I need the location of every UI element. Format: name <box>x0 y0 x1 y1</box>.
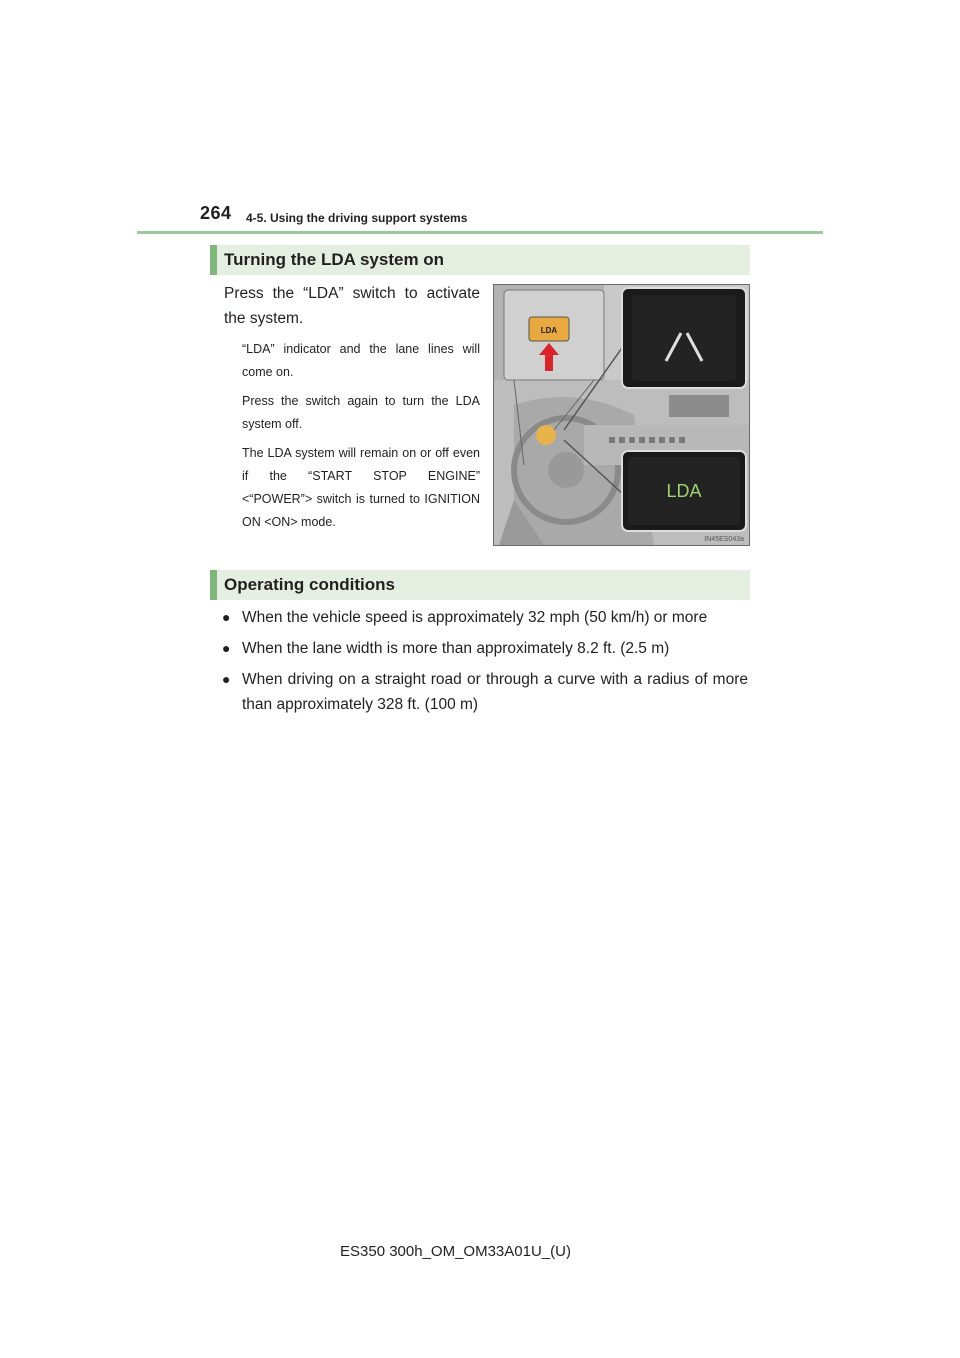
header-divider <box>137 231 823 234</box>
notes-list <box>242 338 480 540</box>
condition-lane-width: When the lane width is more than approximately 8.2 ft. (2.5 m) <box>242 640 670 657</box>
note-indicator: “LDA” indicator and the lane lines will come on. <box>242 342 480 379</box>
switch-label: LDA <box>540 326 558 335</box>
bullet-icon: ● <box>222 671 231 687</box>
condition-curve-radius: When driving on a straight road or through a curve with a radius of more than approximately 328 ft. (100 m) <box>242 671 748 713</box>
list-item <box>222 667 748 717</box>
bullet-icon: ● <box>222 609 231 625</box>
note-turn-off: Press the switch again to turn the LDA system off. <box>242 394 480 431</box>
section-title: 4-5. Using the driving support systems <box>246 211 468 225</box>
heading-turning-on: Turning the LDA system on <box>210 245 750 275</box>
condition-speed: When the vehicle speed is approximately 32 mph (50 km/h) or more <box>242 609 708 626</box>
heading-operating-conditions: Operating conditions <box>210 570 750 600</box>
note-remain: The LDA system will remain on or off even if the “START STOP ENGINE” <“POWER”> switch is turned to IGNITION ON <ON> mode. <box>242 446 480 529</box>
list-item <box>222 605 748 630</box>
operating-conditions-list <box>222 605 748 723</box>
display-lda-label: LDA <box>666 481 702 501</box>
intro-paragraph: Press the “LDA” switch to activate the system. <box>224 285 480 327</box>
footer-model-code: ES350 300h_OM_OM33A01U_(U) <box>340 1243 571 1260</box>
lda-illustration <box>493 284 750 546</box>
illustration-code: IN45ES043a <box>704 536 744 543</box>
dashboard-drawing <box>494 285 749 545</box>
list-item <box>222 636 748 661</box>
bullet-icon: ● <box>222 640 231 656</box>
page-number: 264 <box>200 203 232 223</box>
